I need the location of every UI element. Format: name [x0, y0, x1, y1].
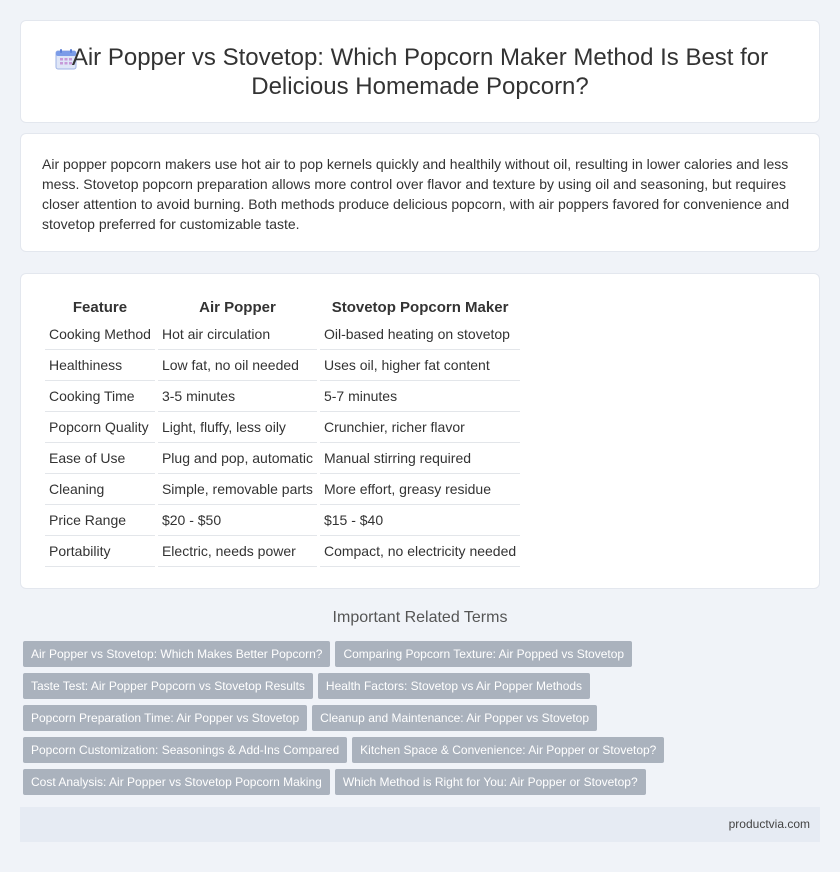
table-cell: Ease of Use: [45, 443, 155, 474]
table-cell: Simple, removable parts: [158, 474, 317, 505]
table-cell: Crunchier, richer flavor: [320, 412, 520, 443]
table-row: [45, 536, 520, 567]
table-row: [45, 412, 520, 443]
comparison-table: [42, 294, 523, 567]
table-cell: Popcorn Quality: [45, 412, 155, 443]
related-tag[interactable]: Kitchen Space & Convenience: Air Popper or Stovetop?: [352, 737, 664, 763]
comparison-card: [20, 273, 820, 589]
table-cell: Portability: [45, 536, 155, 567]
related-tag[interactable]: Taste Test: Air Popper Popcorn vs Stovetop Results: [23, 673, 313, 699]
table-cell: Healthiness: [45, 350, 155, 381]
intro-paragraph: Air popper popcorn makers use hot air to pop kernels quickly and healthily without oil, resulting in lower calories and less mess. Stovetop popcorn preparation allows more control over flavor and texture by using oil and seasoning, but requires closer attention to avoid burning. Both methods produce delicious popcorn, with air poppers favored for convenience and stovetop preferred for customizable taste.: [42, 156, 790, 232]
related-terms-title: Important Related Terms: [332, 609, 508, 626]
footer: [20, 807, 820, 842]
table-cell: 5-7 minutes: [320, 381, 520, 412]
table-cell: Low fat, no oil needed: [158, 350, 317, 381]
related-tag[interactable]: Health Factors: Stovetop vs Air Popper Methods: [318, 673, 590, 699]
table-row: [45, 350, 520, 381]
table-cell: Oil-based heating on stovetop: [320, 319, 520, 350]
header-card: [20, 20, 820, 123]
table-cell: Cooking Time: [45, 381, 155, 412]
related-tag[interactable]: Cost Analysis: Air Popper vs Stovetop Popcorn Making: [23, 769, 330, 795]
intro-card: [20, 133, 820, 252]
related-terms-list: [23, 641, 813, 801]
header-feature: Feature: [72, 299, 128, 316]
table-cell: $15 - $40: [320, 505, 520, 536]
header-air-popper: Air Popper: [199, 299, 276, 316]
table-cell: Cooking Method: [45, 319, 155, 350]
table-cell: Light, fluffy, less oily: [158, 412, 317, 443]
related-tag[interactable]: Which Method is Right for You: Air Popper or Stovetop?: [335, 769, 646, 795]
related-tag[interactable]: Popcorn Preparation Time: Air Popper vs Stovetop: [23, 705, 307, 731]
related-tag[interactable]: Comparing Popcorn Texture: Air Popped vs Stovetop: [335, 641, 632, 667]
related-tag[interactable]: Air Popper vs Stovetop: Which Makes Better Popcorn?: [23, 641, 330, 667]
table-row: [45, 505, 520, 536]
table-cell: More effort, greasy residue: [320, 474, 520, 505]
table-row: [45, 474, 520, 505]
table-cell: Hot air circulation: [158, 319, 317, 350]
table-cell: Manual stirring required: [320, 443, 520, 474]
footer-source[interactable]: productvia.com: [728, 817, 810, 831]
table-header-row: [45, 294, 520, 319]
tag-row: [23, 673, 813, 705]
related-tag[interactable]: Popcorn Customization: Seasonings & Add-Ins Compared: [23, 737, 347, 763]
table-row: [45, 443, 520, 474]
table-cell: 3-5 minutes: [158, 381, 317, 412]
table-cell: Electric, needs power: [158, 536, 317, 567]
tag-row: [23, 641, 813, 673]
table-cell: Cleaning: [45, 474, 155, 505]
table-row: [45, 381, 520, 412]
header-stovetop: Stovetop Popcorn Maker: [331, 299, 509, 316]
table-cell: $20 - $50: [158, 505, 317, 536]
tag-row: [23, 737, 813, 769]
related-tag[interactable]: Cleanup and Maintenance: Air Popper vs Stovetop: [312, 705, 597, 731]
table-cell: Plug and pop, automatic: [158, 443, 317, 474]
tag-row: [23, 769, 813, 801]
table-cell: Price Range: [45, 505, 155, 536]
tag-row: [23, 705, 813, 737]
table-cell: Uses oil, higher fat content: [320, 350, 520, 381]
page-title: Air Popper vs Stovetop: Which Popcorn Maker Method Is Best for Delicious Homemade Popcorn?: [71, 44, 769, 100]
table-row: [45, 319, 520, 350]
table-cell: Compact, no electricity needed: [320, 536, 520, 567]
